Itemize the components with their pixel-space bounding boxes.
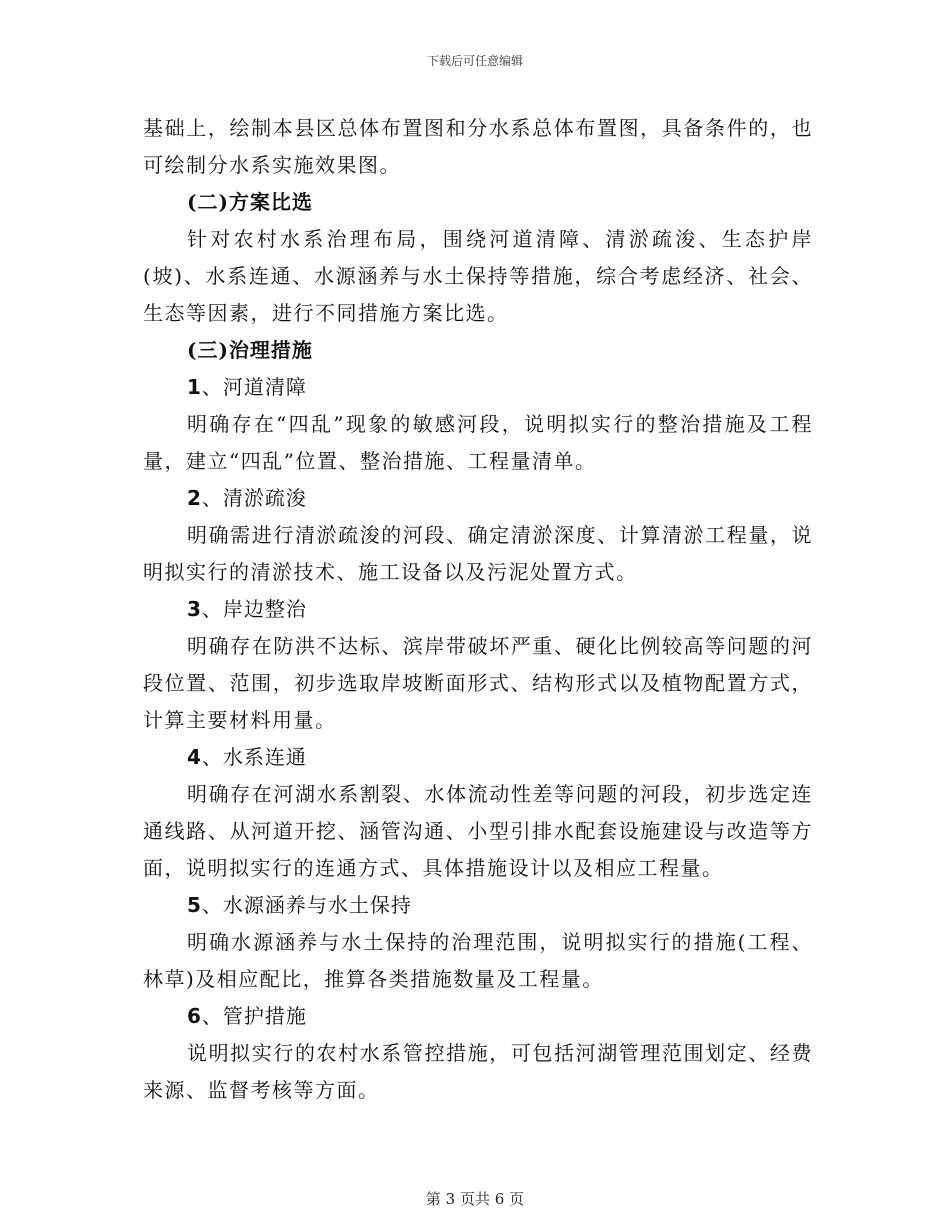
paragraph: 明确存在防洪不达标、滨岸带破坏严重、硬化比例较高等问题的河段位置、范围，初步选取岸坡断面形式、结构形式以及植物配置方式，计算主要材料用量。 bbox=[143, 634, 813, 732]
paragraph: 针对农村水系治理布局，围绕河道清障、清淤疏浚、生态护岸(坡)、水系连通、水源涵养与水土保持等措施，综合考虑经济、社会、生态等因素，进行不同措施方案比选。 bbox=[143, 227, 813, 325]
subsection-heading bbox=[143, 998, 813, 1035]
subsection-heading bbox=[143, 887, 813, 924]
subsection-number: 1 bbox=[187, 375, 202, 399]
subsection-title: 、河道清障 bbox=[201, 375, 307, 399]
document-body bbox=[143, 110, 813, 1109]
paragraph: 基础上，绘制本县区总体布置图和分水系总体布置图，具备条件的，也可绘制分水系实施效果图。 bbox=[143, 116, 813, 177]
paragraph: 说明拟实行的农村水系管控措施，可包括河湖管理范围划定、经费来源、监督考核等方面。 bbox=[143, 1041, 813, 1102]
page-footer: 第 3 页共 6 页 bbox=[425, 1190, 525, 1208]
paragraph: 明确水源涵养与水土保持的治理范围，说明拟实行的措施(工程、林草)及相应配比，推算各类措施数量及工程量。 bbox=[143, 930, 813, 991]
subsection-heading bbox=[143, 739, 813, 776]
subsection-number: 4 bbox=[187, 745, 202, 769]
subsection-title: 、水系连通 bbox=[201, 745, 307, 769]
page-header: 下载后可任意编辑 bbox=[426, 54, 523, 68]
subsection-title: 、岸边整治 bbox=[201, 597, 307, 621]
subsection-number: 5 bbox=[187, 893, 202, 917]
subsection-heading bbox=[143, 591, 813, 628]
section-heading: (三)治理措施 bbox=[187, 338, 313, 362]
subsection-title: 、水源涵养与水土保持 bbox=[201, 893, 412, 917]
section-heading: (二)方案比选 bbox=[187, 190, 313, 214]
subsection-title: 、清淤疏浚 bbox=[201, 486, 307, 510]
subsection-title: 、管护措施 bbox=[201, 1004, 307, 1028]
paragraph: 明确存在“四乱”现象的敏感河段，说明拟实行的整治措施及工程量，建立“四乱”位置、整治措施、工程量清单。 bbox=[143, 412, 813, 473]
subsection-number: 6 bbox=[187, 1004, 202, 1028]
paragraph: 明确存在河湖水系割裂、水体流动性差等问题的河段，初步选定连通线路、从河道开挖、涵管沟通、小型引排水配套设施建设与改造等方面，说明拟实行的连通方式、具体措施设计以及相应工程量。 bbox=[143, 782, 813, 880]
subsection-number: 3 bbox=[187, 597, 202, 621]
subsection-number: 2 bbox=[187, 486, 202, 510]
subsection-heading bbox=[143, 369, 813, 406]
subsection-heading bbox=[143, 480, 813, 517]
paragraph: 明确需进行清淤疏浚的河段、确定清淤深度、计算清淤工程量，说明拟实行的清淤技术、施工设备以及污泥处置方式。 bbox=[143, 523, 813, 584]
